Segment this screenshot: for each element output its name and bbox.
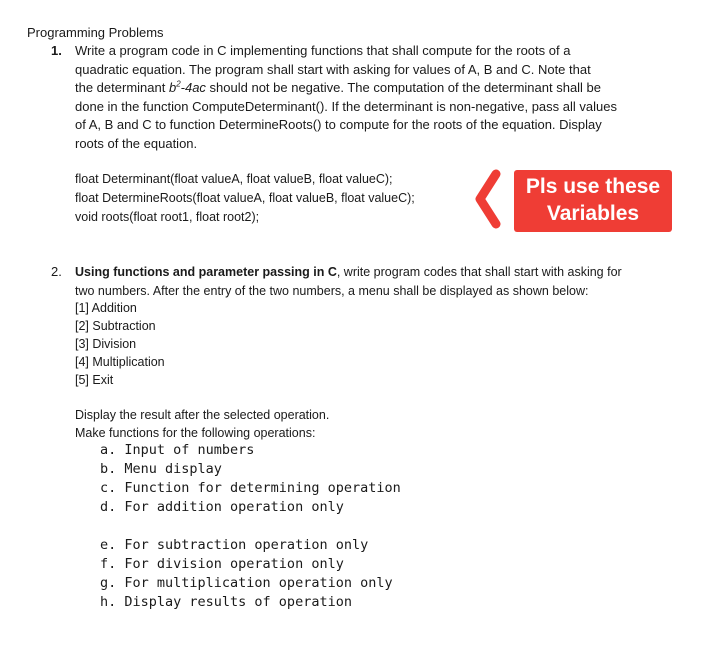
prototype-line: float Determinant(float valueA, float valueB, float valueC); — [75, 172, 393, 186]
problem-1-line: quadratic equation. The program shall start with asking for values of A, B and C. Note that — [75, 61, 591, 77]
problem-1-line: roots of the equation. — [75, 135, 198, 151]
chevron-left-icon — [470, 168, 506, 230]
instruction-line: Make functions for the following operations: — [75, 426, 316, 440]
annotation-line: Variables — [546, 202, 640, 225]
problem-1-line-formula — [75, 79, 617, 98]
operations-list-2 — [100, 536, 393, 612]
menu-item: [1] Addition — [75, 301, 137, 315]
operation-item: a. Input of numbers — [100, 442, 255, 458]
prototype-line: float DetermineRoots(float valueA, float valueB, float valueC); — [75, 191, 415, 205]
problem-1-line: Write a program code in C implementing functions that shall compute for the roots of a — [75, 43, 571, 58]
prototype-line: void roots(float root1, float root2); — [75, 210, 260, 224]
problem-1-text — [75, 42, 617, 153]
problem-2-line — [75, 263, 622, 282]
line-text: , write program codes that shall start with asking for — [336, 265, 622, 279]
annotation-line: Pls use these — [525, 175, 661, 198]
menu-item: [2] Subtraction — [75, 319, 156, 333]
operation-item: c. Function for determining operation — [100, 480, 401, 496]
annotation-badge — [514, 170, 672, 232]
formula: $b^2-4ac$ — [168, 79, 206, 95]
operation-item: g. For multiplication operation only — [100, 575, 393, 591]
instruction-line: Display the result after the selected operation. — [75, 408, 330, 422]
problem-1-line: of A, B and C to function DetermineRoots() to compute for the roots of the equation. Display — [75, 117, 602, 132]
menu-list — [75, 299, 165, 389]
menu-item: [5] Exit — [75, 373, 114, 387]
operation-item: d. For addition operation only — [100, 499, 344, 515]
menu-item: [4] Multiplication — [75, 355, 165, 369]
line-text: should not be negative. The computation of the determinant shall be — [205, 80, 602, 95]
menu-item: [3] Division — [75, 337, 137, 351]
problem-2-number: 2. — [51, 264, 62, 279]
operation-item: f. For division operation only — [100, 556, 344, 572]
operation-item: b. Menu display — [100, 461, 222, 477]
operation-item: h. Display results of operation — [100, 594, 352, 610]
bold-lead: Using functions and parameter passing in C — [75, 265, 337, 279]
operations-list-1 — [100, 441, 401, 517]
line-text: the determinant — [75, 80, 169, 95]
problem-2-text — [75, 263, 622, 300]
instructions — [75, 406, 329, 442]
problem-2-line: two numbers. After the entry of the two numbers, a menu shall be displayed as shown below: — [75, 283, 589, 298]
function-prototypes — [75, 170, 415, 227]
section-heading: Programming Problems — [27, 25, 164, 40]
operation-item: e. For subtraction operation only — [100, 537, 369, 553]
problem-1-number: 1. — [51, 43, 62, 58]
problem-1-line: done in the function ComputeDeterminant(). If the determinant is non-negative, pass all values — [75, 98, 617, 114]
